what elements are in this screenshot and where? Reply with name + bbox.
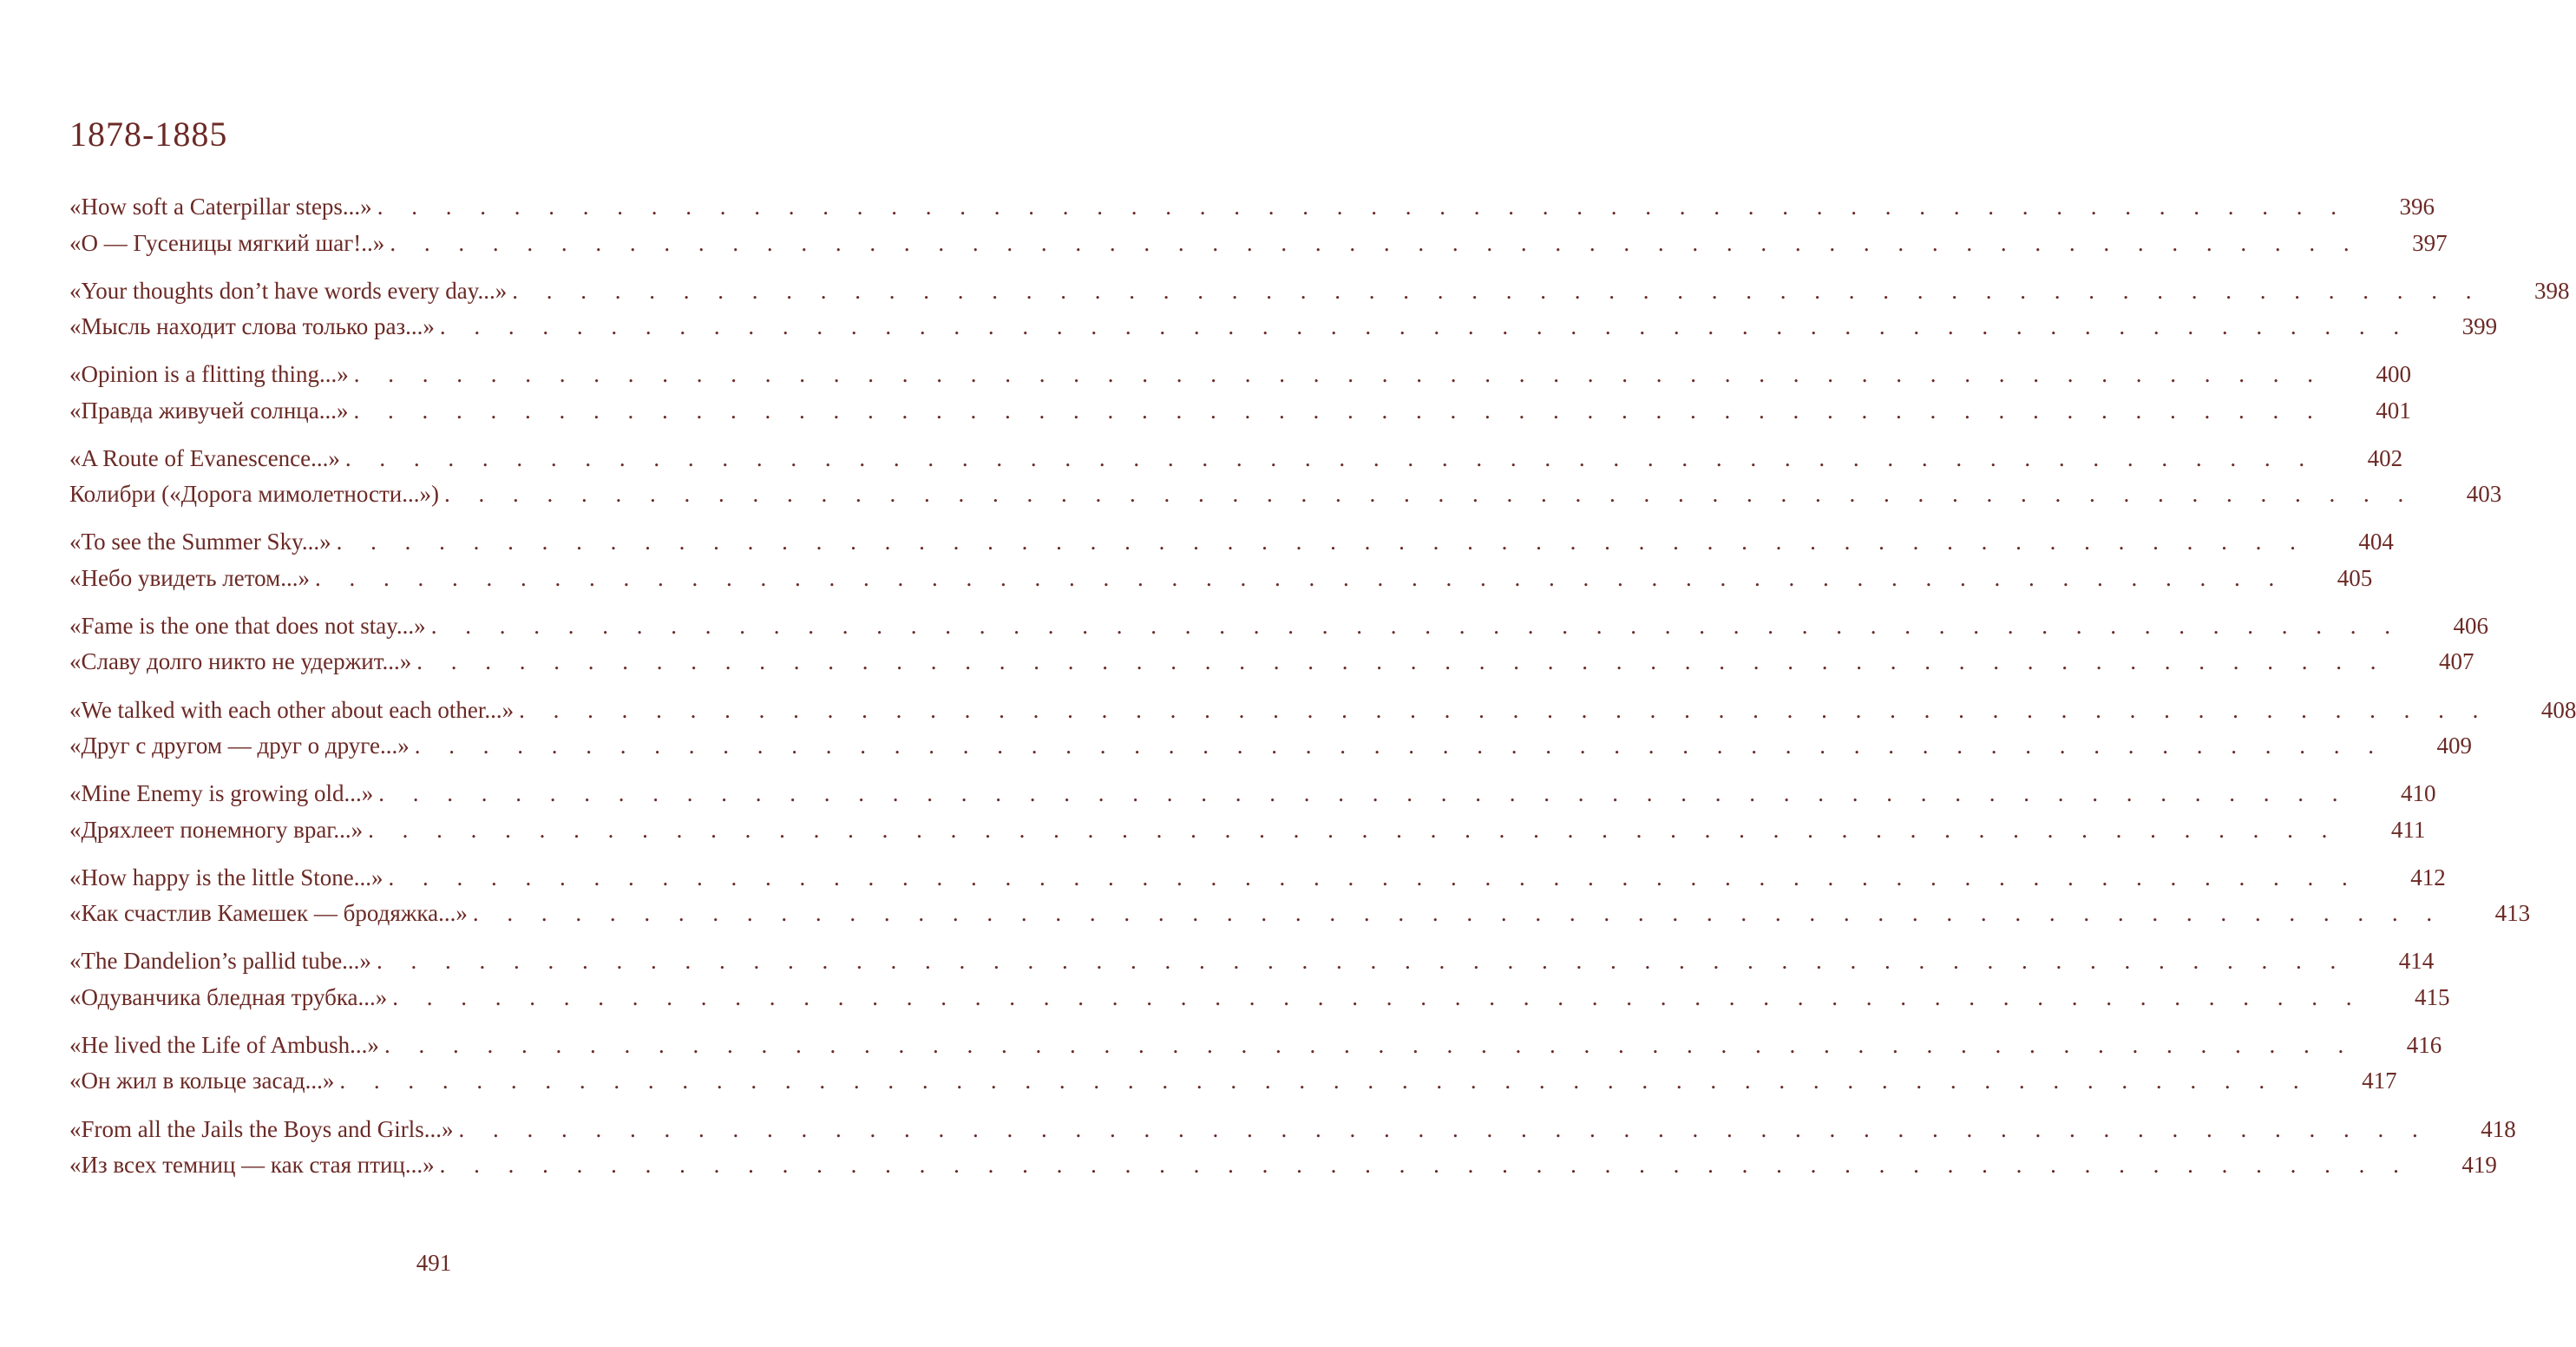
toc-group bbox=[69, 1112, 2516, 1184]
toc-entry[interactable] bbox=[69, 728, 2473, 765]
toc-entry-title: «From all the Jails the Boys and Girls...» bbox=[69, 1115, 454, 1142]
toc-entry-page: 413 bbox=[2494, 900, 2531, 927]
dot-leader: . . . . . . . . . . . . . . . . . . . . . . . . . . . . . . . . . . . . . . . . . . . . . . . . . . . . . . . . . . bbox=[368, 816, 2339, 843]
toc-entry[interactable] bbox=[69, 1028, 2442, 1064]
toc-entry[interactable] bbox=[69, 189, 2435, 226]
toc-entry-page: 405 bbox=[2337, 564, 2373, 591]
toc-entry-title: «Друг с другом — друг о друге...» bbox=[69, 733, 410, 759]
toc-entry-title: «He lived the Life of Ambush...» bbox=[69, 1031, 379, 1058]
toc-entry-page: 397 bbox=[2412, 229, 2448, 256]
toc-entry[interactable] bbox=[69, 273, 2570, 310]
dot-leader: . . . . . . . . . . . . . . . . . . . . . . . . . . . . . . . . . . . . . . . . . . . . . . . . . . . . . . . . . . bbox=[472, 900, 2444, 927]
toc-group bbox=[69, 357, 2411, 429]
toc-entry[interactable] bbox=[69, 441, 2403, 477]
dot-leader: . . . . . . . . . . . . . . . . . . . . . . . . . . . . . . . . . . . . . . . . . . . . . . . . . . . . . . . . . . bbox=[392, 983, 2363, 1010]
toc-entry-page: 404 bbox=[2358, 529, 2394, 555]
dot-leader: . . . . . . . . . . . . . . . . . . . . . . . . . . . . . . . . . . . . . . . . . . . . . . . . . . . . . . . . . . bbox=[378, 780, 2350, 807]
toc-entry[interactable] bbox=[69, 1063, 2397, 1100]
dot-leader: . . . . . . . . . . . . . . . . . . . . . . . . . . . . . . . . . . . . . . . . . . . . . . . . . . . . . . . . . . bbox=[458, 1115, 2429, 1142]
toc-entry-page: 401 bbox=[2376, 397, 2411, 424]
toc-entry-title: «Fame is the one that does not stay...» bbox=[69, 612, 426, 639]
toc-entry-page: 418 bbox=[2481, 1115, 2516, 1142]
toc-group bbox=[69, 608, 2488, 680]
toc-entry-title: «A Route of Evanescence...» bbox=[69, 444, 340, 471]
toc-entry-title: «How soft a Caterpillar steps...» bbox=[69, 194, 372, 220]
toc-entry-title: «We talked with each other about each other...» bbox=[69, 696, 515, 723]
toc-entry-page: 406 bbox=[2453, 612, 2488, 639]
toc-entry-page: 419 bbox=[2461, 1152, 2497, 1179]
dot-leader: . . . . . . . . . . . . . . . . . . . . . . . . . . . . . . . . . . . . . . . . . . . . . . . . . . . . . . . . . . bbox=[376, 948, 2348, 975]
dot-leader: . . . . . . . . . . . . . . . . . . . . . . . . . . . . . . . . . . . . . . . . . . . . . . . . . . . . . . . . . . bbox=[414, 733, 2386, 759]
toc-entry-page: 409 bbox=[2436, 733, 2473, 759]
toc-group bbox=[69, 860, 2531, 932]
dot-leader: . . . . . . . . . . . . . . . . . . . . . . . . . . . . . . . . . . . . . . . . . . . . . . . . . . . . . . . . . . bbox=[388, 864, 2359, 890]
toc-entry-title: «Одуванчика бледная трубка...» bbox=[69, 983, 388, 1010]
toc-entry[interactable] bbox=[69, 776, 2436, 812]
toc-entry-page: 417 bbox=[2362, 1068, 2397, 1094]
toc-group bbox=[69, 943, 2450, 1015]
dot-leader: . . . . . . . . . . . . . . . . . . . . . . . . . . . . . . . . . . . . . . . . . . . . . . . . . . . . . . . . . . bbox=[377, 194, 2348, 220]
toc-entry-title: «Он жил в кольце засад...» bbox=[69, 1068, 335, 1094]
toc-group bbox=[69, 273, 2570, 345]
toc-entry-title: «Из всех темниц — как стая птиц...» bbox=[69, 1152, 435, 1179]
dot-leader: . . . . . . . . . . . . . . . . . . . . . . . . . . . . . . . . . . . . . . . . . . . . . . . . . . . . . . . . . . bbox=[344, 444, 2317, 471]
toc-entry[interactable] bbox=[69, 644, 2474, 680]
toc-entry[interactable] bbox=[69, 693, 2576, 729]
toc-entry-title: «The Dandelion’s pallid tube...» bbox=[69, 948, 371, 975]
page-title: 1878-1885 bbox=[69, 115, 228, 154]
dot-leader: . . . . . . . . . . . . . . . . . . . . . . . . . . . . . . . . . . . . . . . . . . . . . . . . . . . . . . . . . . bbox=[336, 529, 2307, 555]
toc-entry-title: «Правда живучей солнца...» bbox=[69, 397, 349, 424]
toc-entry-page: 411 bbox=[2390, 816, 2426, 843]
toc-entry[interactable] bbox=[69, 980, 2450, 1016]
toc-entry[interactable] bbox=[69, 393, 2411, 430]
dot-leader: . . . . . . . . . . . . . . . . . . . . . . . . . . . . . . . . . . . . . . . . . . . . . . . . . . . . . . . . . . bbox=[439, 313, 2411, 340]
toc-entry-title: «Мысль находит слова только раз...» bbox=[69, 313, 435, 340]
dot-leader: . . . . . . . . . . . . . . . . . . . . . . . . . . . . . . . . . . . . . . . . . . . . . . . . . . . . . . . . . . bbox=[512, 277, 2483, 304]
toc-entry-page: 416 bbox=[2406, 1031, 2442, 1058]
toc-entry-title: «Opinion is a flitting thing...» bbox=[69, 361, 349, 388]
toc-entry-page: 400 bbox=[2376, 361, 2411, 388]
toc-entry-page: 398 bbox=[2533, 277, 2570, 304]
toc-entry-page: 415 bbox=[2415, 983, 2450, 1010]
toc-entry[interactable] bbox=[69, 943, 2435, 980]
toc-entry[interactable] bbox=[69, 896, 2531, 932]
dot-leader: . . . . . . . . . . . . . . . . . . . . . . . . . . . . . . . . . . . . . . . . . . . . . . . . . . . . . . . . . . bbox=[353, 397, 2324, 424]
toc-group bbox=[69, 189, 2448, 261]
toc-entry-title: «Your thoughts don’t have words every day...» bbox=[69, 277, 508, 304]
dot-leader: . . . . . . . . . . . . . . . . . . . . . . . . . . . . . . . . . . . . . . . . . . . . . . . . . . . . . . . . . . bbox=[416, 648, 2388, 675]
toc-entry-title: «Небо увидеть летом...» bbox=[69, 564, 310, 591]
dot-leader: . . . . . . . . . . . . . . . . . . . . . . . . . . . . . . . . . . . . . . . . . . . . . . . . . . . . . . . . . . bbox=[519, 696, 2490, 723]
toc-entry-title: «Mine Enemy is growing old...» bbox=[69, 780, 374, 807]
toc-entry-page: 403 bbox=[2466, 481, 2502, 508]
toc-entry[interactable] bbox=[69, 561, 2373, 597]
toc-entry[interactable] bbox=[69, 226, 2448, 262]
toc-entry[interactable] bbox=[69, 357, 2411, 393]
toc-entry[interactable] bbox=[69, 608, 2488, 645]
toc-entry[interactable] bbox=[69, 309, 2498, 345]
toc-group bbox=[69, 441, 2502, 513]
dot-leader: . . . . . . . . . . . . . . . . . . . . . . . . . . . . . . . . . . . . . . . . . . . . . . . . . . . . . . . . . . bbox=[390, 229, 2361, 256]
dot-leader: . . . . . . . . . . . . . . . . . . . . . . . . . . . . . . . . . . . . . . . . . . . . . . . . . . . . . . . . . . bbox=[314, 564, 2286, 591]
toc-entry[interactable] bbox=[69, 476, 2502, 513]
toc-entry-title: «О — Гусеницы мягкий шаг!..» bbox=[69, 229, 385, 256]
toc-entry-title: «To see the Summer Sky...» bbox=[69, 529, 331, 555]
toc-group bbox=[69, 1028, 2442, 1100]
toc-entry-title: «Славу долго никто не удержит...» bbox=[69, 648, 412, 675]
toc-group bbox=[69, 776, 2436, 848]
page-number: 491 bbox=[416, 1250, 452, 1276]
table-of-contents bbox=[69, 189, 2576, 1195]
dot-leader: . . . . . . . . . . . . . . . . . . . . . . . . . . . . . . . . . . . . . . . . . . . . . . . . . . . . . . . . . . bbox=[439, 1152, 2410, 1179]
dot-leader: . . . . . . . . . . . . . . . . . . . . . . . . . . . . . . . . . . . . . . . . . . . . . . . . . . . . . . . . . . bbox=[353, 361, 2324, 388]
toc-entry-title: «Как счастлив Камешек — бродяжка...» bbox=[69, 900, 468, 927]
toc-group bbox=[69, 524, 2394, 596]
dot-leader: . . . . . . . . . . . . . . . . . . . . . . . . . . . . . . . . . . . . . . . . . . . . . . . . . . . . . . . . . . bbox=[383, 1031, 2356, 1058]
toc-entry[interactable] bbox=[69, 524, 2394, 561]
toc-entry-page: 399 bbox=[2461, 313, 2498, 340]
toc-entry-page: 410 bbox=[2400, 780, 2436, 807]
toc-entry-page: 408 bbox=[2540, 696, 2576, 723]
toc-entry[interactable] bbox=[69, 1147, 2497, 1184]
dot-leader: . . . . . . . . . . . . . . . . . . . . . . . . . . . . . . . . . . . . . . . . . . . . . . . . . . . . . . . . . . bbox=[339, 1068, 2311, 1094]
dot-leader: . . . . . . . . . . . . . . . . . . . . . . . . . . . . . . . . . . . . . . . . . . . . . . . . . . . . . . . . . . bbox=[444, 481, 2415, 508]
toc-entry[interactable] bbox=[69, 1112, 2516, 1148]
toc-entry[interactable] bbox=[69, 812, 2426, 849]
toc-entry-title: «Дряхлеет понемногу враг...» bbox=[69, 816, 364, 843]
toc-entry-title: Колибри («Дорога мимолетности...») bbox=[69, 481, 440, 508]
toc-group bbox=[69, 693, 2576, 765]
toc-entry-title: «How happy is the little Stone...» bbox=[69, 864, 383, 890]
toc-entry-page: 402 bbox=[2367, 444, 2403, 471]
toc-entry[interactable] bbox=[69, 860, 2446, 897]
toc-entry-page: 407 bbox=[2438, 648, 2474, 675]
toc-entry-page: 412 bbox=[2410, 864, 2446, 890]
dot-leader: . . . . . . . . . . . . . . . . . . . . . . . . . . . . . . . . . . . . . . . . . . . . . . . . . . . . . . . . . . bbox=[430, 612, 2402, 639]
toc-entry-page: 414 bbox=[2398, 948, 2435, 975]
toc-entry-page: 396 bbox=[2399, 194, 2435, 220]
